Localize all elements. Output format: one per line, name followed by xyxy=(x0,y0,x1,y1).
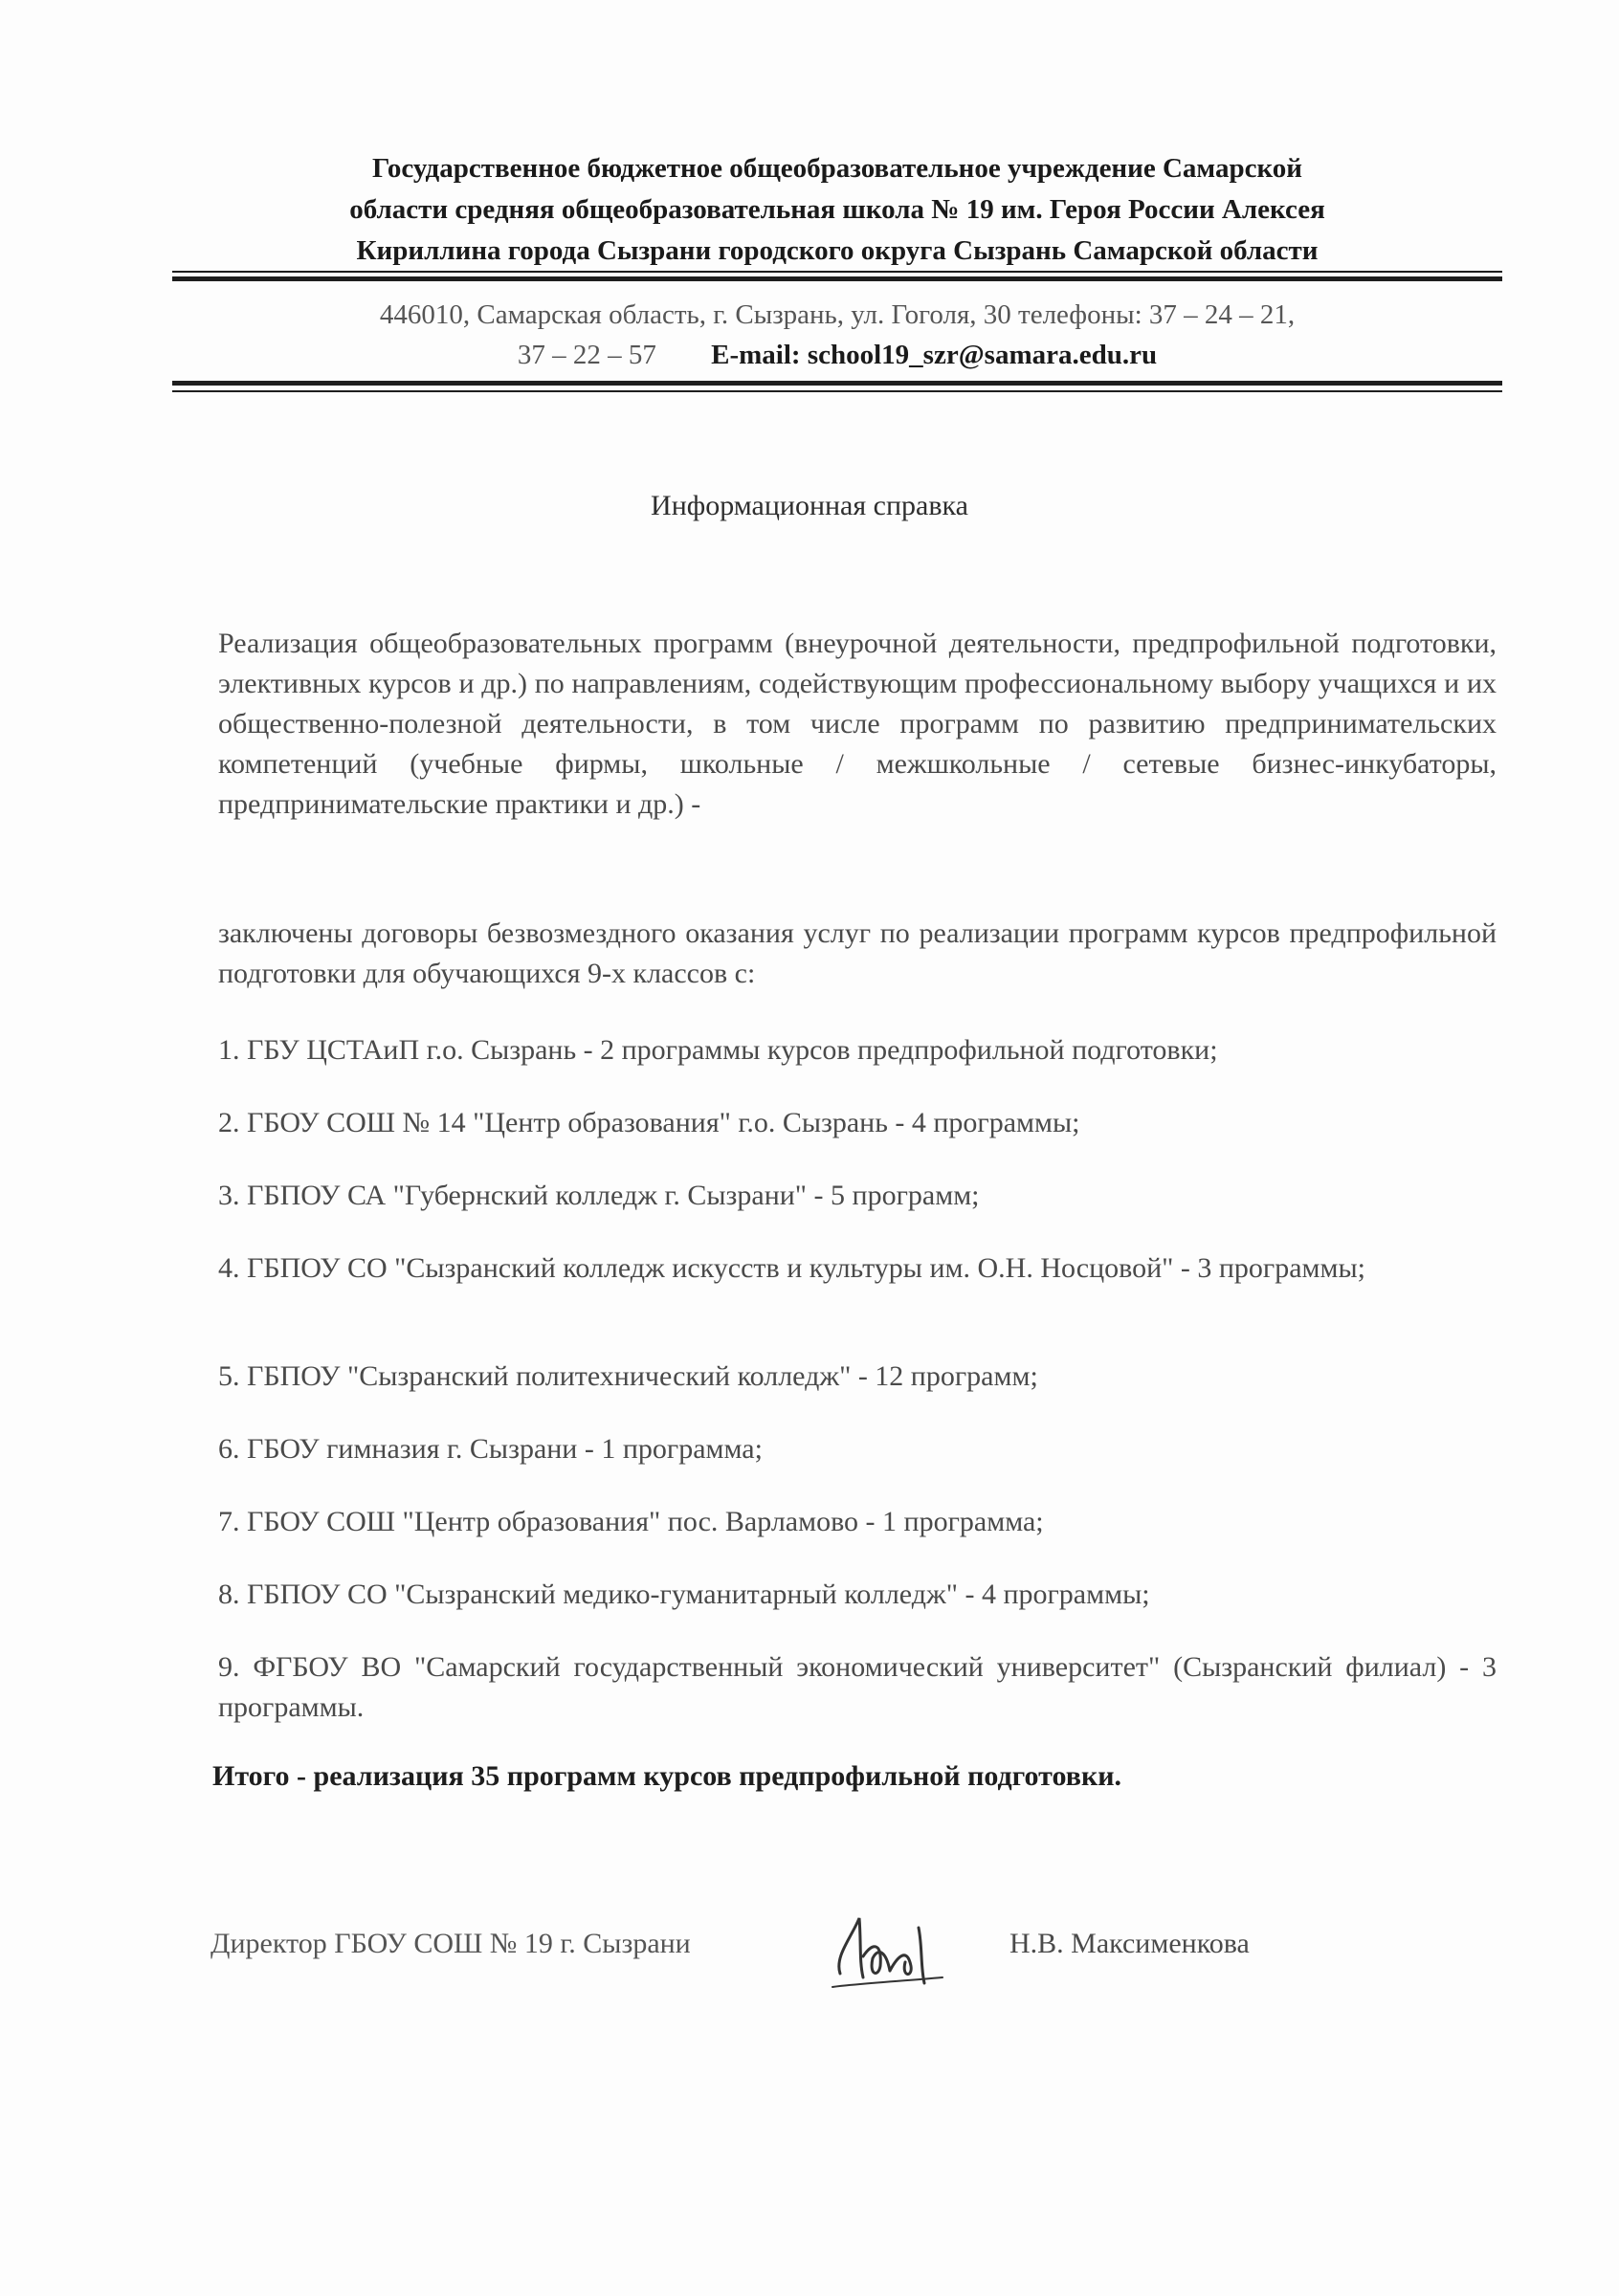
list-item-9: 9. ФГБОУ ВО "Самарский государственный экономический университет" (Сызранский филиал) - 3 программы. xyxy=(218,1651,1497,1723)
handwritten-signature-icon xyxy=(823,1899,957,1995)
list-item-2: 2. ГБОУ СОШ № 14 "Центр образования" г.о. Сызрань - 4 программы; xyxy=(218,1107,1080,1138)
document-title: Информационная справка xyxy=(651,490,968,521)
list-item-4: 4. ГБПОУ СО "Сызранский колледж искусств и культуры им. О.Н. Носцовой" - 3 программы; xyxy=(218,1252,1366,1284)
email: E-mail: school19_szr@samara.edu.ru xyxy=(711,340,1158,370)
list-item-7: 7. ГБОУ СОШ "Центр образования" пос. Варламово - 1 программа; xyxy=(218,1506,1044,1537)
summary-line: Итого - реализация 35 программ курсов предпрофильной подготовки. xyxy=(212,1760,1122,1792)
list-item-6: 6. ГБОУ гимназия г. Сызрани - 1 программа; xyxy=(218,1433,763,1465)
director-name: Н.В. Максименкова xyxy=(1009,1928,1250,1959)
list-item-5: 5. ГБПОУ "Сызранский политехнический колледж" - 12 программ; xyxy=(218,1360,1038,1392)
address-line: 446010, Самарская область, г. Сызрань, ул. Гоголя, 30 телефоны: 37 – 24 – 21, xyxy=(379,299,1296,330)
letterhead-line-1: Государственное бюджетное общеобразовательное учреждение Самарской xyxy=(371,153,1303,184)
phone-2: 37 – 22 – 57 xyxy=(517,340,656,370)
contact-line xyxy=(172,335,1502,375)
list-item-3: 3. ГБПОУ СА "Губернский колледж г. Сызрани" - 5 программ; xyxy=(218,1180,980,1211)
director-title: Директор ГБОУ СОШ № 19 г. Сызрани xyxy=(211,1928,691,1959)
contracts-paragraph: заключены договоры безвозмездного оказания услуг по реализации программ курсов предпрофильной подготовки для обучающихся 9-х классов с: xyxy=(218,917,1497,989)
intro-paragraph: Реализация общеобразовательных программ (внеурочной деятельности, предпрофильной подготовки, элективных курсов и др.) по направлениям, содействующим профессиональному выбору учащихся и их общественно-полезной деятельности, в том числе программ по развитию предпринимательских компетенций (учебные фирмы, школьные / межшкольные / сетевые бизнес-инкубаторы, предпринимательские практики и др.) - xyxy=(218,628,1497,820)
list-item-8: 8. ГБПОУ СО "Сызранский медико-гуманитарный колледж" - 4 программы; xyxy=(218,1578,1150,1610)
signature-block xyxy=(211,1918,1512,1976)
address-block xyxy=(172,295,1502,375)
letterhead-line-3: Кириллина города Сызрани городского округа Сызрань Самарской области xyxy=(356,235,1319,266)
letterhead-line-2: области средняя общеобразовательная школа № 19 им. Героя России Алексея xyxy=(349,194,1325,225)
header-divider-thick xyxy=(172,276,1502,281)
list-item-1: 1. ГБУ ЦСТАиП г.о. Сызрань - 2 программы курсов предпрофильной подготовки; xyxy=(218,1034,1218,1066)
letterhead xyxy=(172,148,1502,272)
address-divider-thick xyxy=(172,381,1502,386)
header-divider-thin xyxy=(172,271,1502,273)
address-divider-thin xyxy=(172,390,1502,392)
